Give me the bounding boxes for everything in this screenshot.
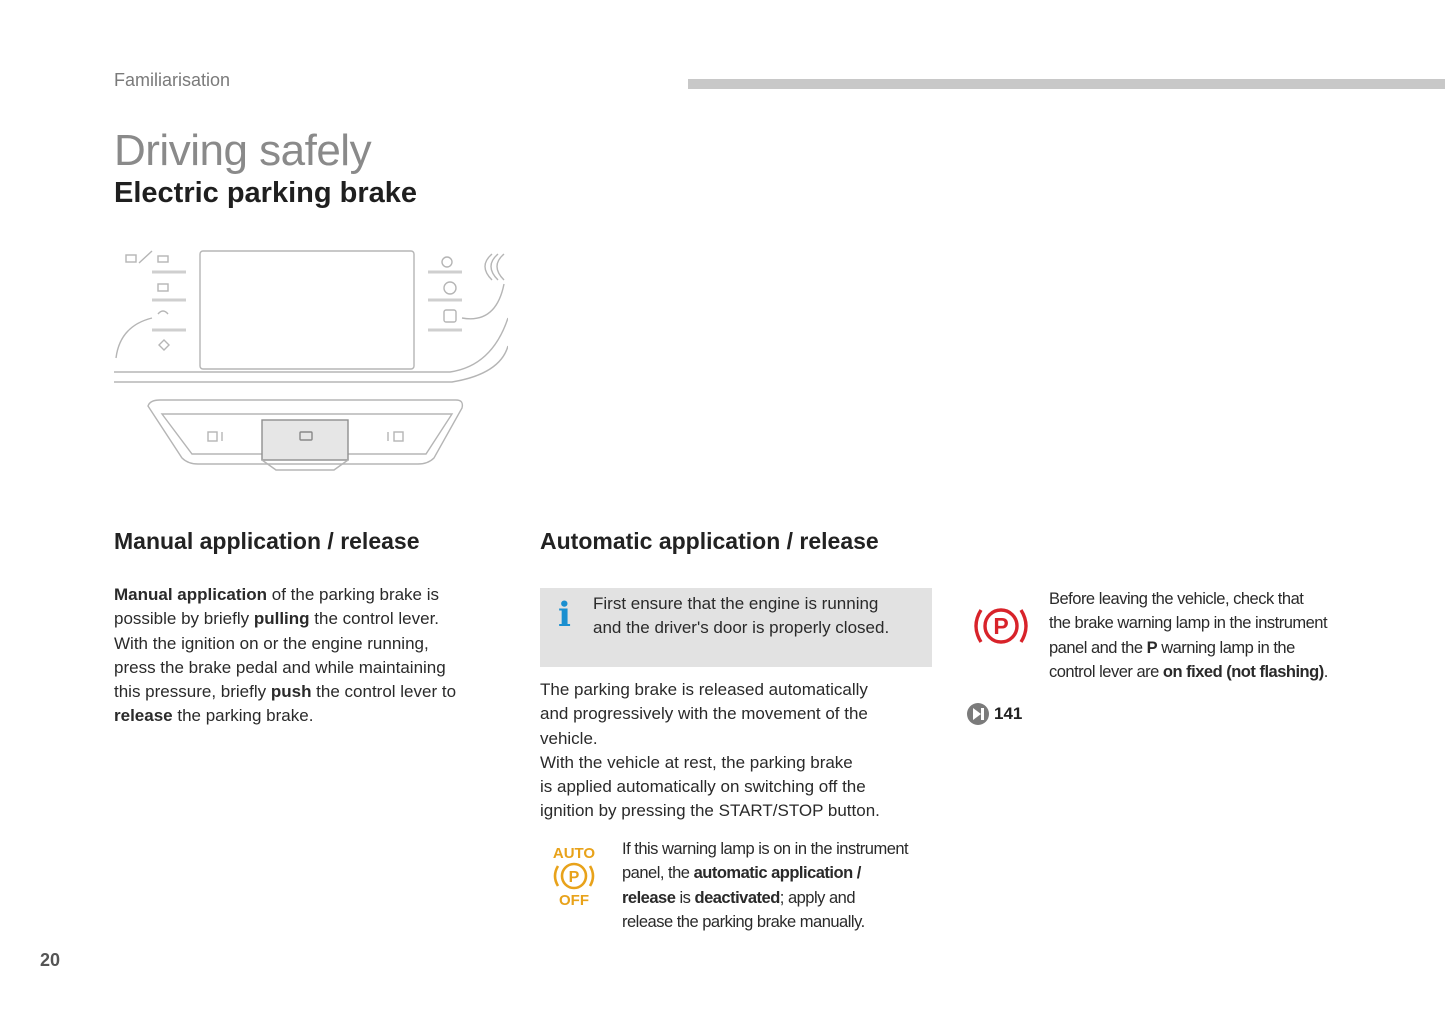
header-bar	[688, 79, 1445, 89]
off-label: OFF	[559, 892, 589, 908]
text-line: is applied automatically on switching off the	[540, 777, 866, 797]
lamp-p-letter: P	[993, 613, 1009, 639]
text-line: vehicle.	[540, 728, 598, 748]
text: panel, the	[622, 864, 694, 883]
auto-p-letter: P	[568, 869, 580, 886]
automatic-heading: Automatic application / release	[540, 528, 879, 554]
text-line: With the ignition on or the engine running,	[114, 633, 429, 653]
skip-forward-icon	[966, 702, 990, 726]
reference-page-number: 141	[994, 704, 1023, 723]
text-line: The parking brake is released automatically	[540, 680, 868, 699]
text-line: press the brake pedal and while maintaining	[114, 657, 446, 677]
text: ; apply and	[779, 888, 856, 907]
p-bold: P	[1146, 638, 1158, 657]
text: the control lever to	[311, 682, 457, 702]
text-line: release the parking brake manually.	[622, 912, 865, 931]
info-line: and the driver's door is properly closed.	[593, 618, 890, 638]
automatic-text	[540, 678, 940, 824]
text: is	[675, 888, 695, 907]
text: the control lever.	[309, 609, 440, 629]
info-box	[540, 588, 932, 667]
deactivated-bold: deactivated	[694, 888, 780, 907]
text: possible by briefly	[114, 609, 254, 629]
auto-label: AUTO	[552, 845, 596, 862]
pulling-bold: pulling	[253, 609, 310, 629]
manual-text	[114, 583, 514, 729]
right-text	[1049, 587, 1379, 684]
fixed-bold: on fixed (not flashing)	[1162, 662, 1324, 681]
page-subtitle: Electric parking brake	[114, 177, 418, 209]
text-line: ignition by pressing the START/STOP button.	[540, 801, 880, 821]
info-line: First ensure that the engine is running	[593, 594, 879, 613]
text-line: With the vehicle at rest, the parking brake	[540, 752, 853, 772]
auto-warning-text	[622, 837, 942, 934]
auto-off-warning-icon	[544, 842, 604, 908]
push-bold: push	[270, 682, 312, 702]
section-label: Familiarisation	[114, 70, 231, 90]
text: control lever are	[1049, 662, 1163, 681]
info-text	[593, 592, 928, 641]
text: warning lamp in the	[1157, 638, 1295, 657]
page-title: Driving safely	[114, 126, 372, 175]
text-line: If this warning lamp is on in the instrument	[622, 840, 909, 858]
text-line: Before leaving the vehicle, check that	[1049, 590, 1304, 608]
brake-warning-lamp-icon	[970, 600, 1032, 652]
page-reference-link[interactable]	[966, 702, 1022, 726]
page-number: 20	[40, 950, 61, 970]
text-line: the brake warning lamp in the instrument	[1049, 614, 1328, 633]
info-icon: i	[558, 595, 571, 635]
text: .	[1323, 662, 1328, 681]
text: of the parking brake is	[267, 585, 440, 604]
auto-bold: automatic application /	[693, 864, 861, 883]
text: the parking brake.	[172, 706, 314, 726]
text-line: and progressively with the movement of the	[540, 704, 868, 724]
console-illustration	[112, 248, 508, 474]
manual-bold: Manual application	[114, 585, 268, 604]
release-bold: release	[114, 706, 173, 726]
text: this pressure, briefly	[114, 682, 271, 702]
manual-heading: Manual application / release	[114, 528, 420, 554]
release-bold: release	[622, 888, 676, 907]
text: panel and the	[1049, 638, 1147, 657]
